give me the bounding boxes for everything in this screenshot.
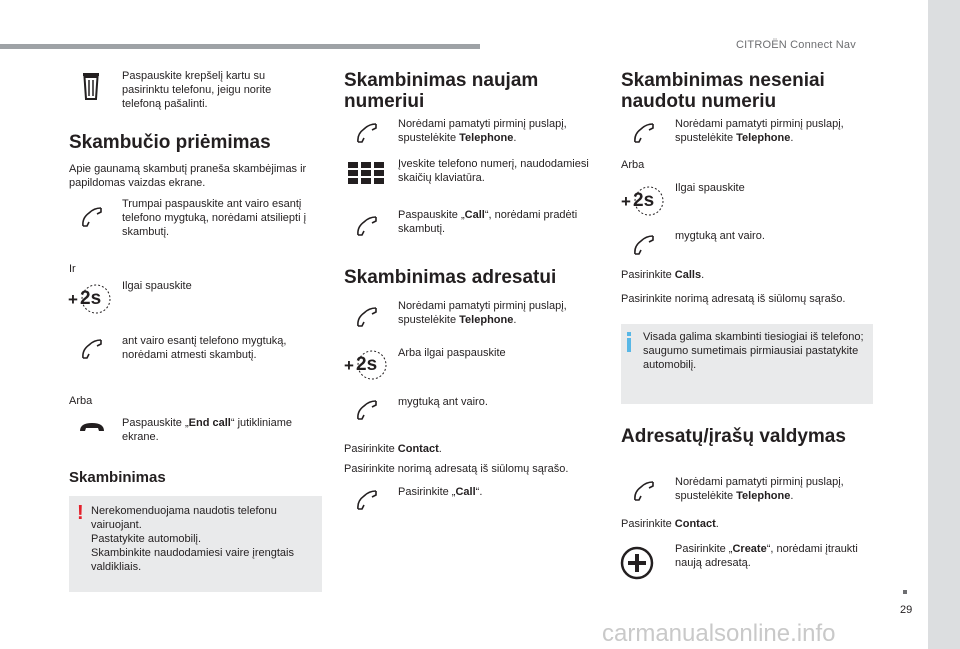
recent-open-telephone: Norėdami pamatyti pirminį puslapį, spustelėkite Telephone.	[675, 118, 844, 144]
warning-icon: !	[77, 502, 84, 524]
phone-icon	[355, 214, 379, 238]
create-instruction: Pasirinkite „Create“, norėdami įtraukti naują adresatą.	[675, 543, 858, 569]
hold-badge: 2s	[633, 190, 655, 211]
trash-icon	[82, 72, 100, 100]
section-title-calling: Skambinimas	[69, 469, 166, 486]
info-icon-dot	[627, 332, 631, 336]
brand-header: CITROËN Connect Nav	[736, 39, 856, 51]
hold-2s-icon	[66, 283, 112, 315]
short-press-instruction: Trumpai paspauskite ant vairo esantį telefono mygtuką, norėdami atsiliepti į skambutį.	[122, 198, 307, 238]
phone-icon	[80, 337, 104, 361]
hang-up-icon	[78, 420, 106, 434]
keypad-icon	[348, 162, 384, 190]
section-marker	[903, 590, 907, 594]
phone-icon	[80, 205, 104, 229]
select-calls-text: Pasirinkite Calls.	[621, 269, 705, 281]
or-label-2: Arba	[69, 395, 93, 407]
press-call-instruction: Paspauskite „Call“, norėdami pradėti skambutį.	[398, 209, 578, 235]
section-title-recent: Skambinimas neseniai naudotu numeriu	[621, 70, 825, 112]
select-contact-text: Pasirinkite Contact.	[621, 518, 719, 530]
select-contact-text: Pasirinkite Contact.	[344, 443, 442, 455]
end-call-instruction: Paspauskite „End call“ jutikliniame ekrane.	[122, 417, 292, 443]
receive-intro: Apie gaunamą skambutį praneša skambėjimas ir papildomas vaizdas ekrane.	[69, 163, 307, 189]
hold-badge: 2s	[80, 288, 102, 309]
phone-icon	[632, 121, 656, 145]
info-text: Visada galima skambinti tiesiogiai iš telefono; saugumo sumetimais pirmiausiai pastatykite automobilį.	[643, 331, 864, 371]
contact-open-telephone: Norėdami pamatyti pirminį puslapį, spustelėkite Telephone.	[398, 300, 567, 326]
svg-text:+: +	[344, 356, 354, 375]
hold-label: Ilgai spauskite	[122, 280, 192, 292]
warning-box	[69, 496, 322, 592]
svg-text:+: +	[68, 290, 78, 309]
phone-icon	[355, 488, 379, 512]
page-number: 29	[900, 604, 913, 616]
page-side-band	[928, 0, 960, 649]
choose-call-text: Pasirinkite „Call“.	[398, 486, 483, 498]
svg-text:+: +	[621, 192, 631, 211]
info-icon-stem	[627, 338, 631, 352]
add-contact-icon	[620, 546, 654, 580]
hold-label: Ilgai spauskite	[675, 182, 745, 194]
reject-instruction: ant vairo esantį telefono mygtuką, norėdami atmesti skambutį.	[122, 335, 287, 361]
section-title-new-number: Skambinimas naujam numeriui	[344, 70, 539, 112]
hold-press-instruction: Arba ilgai paspauskite	[398, 347, 506, 359]
select-from-list-text: Pasirinkite norimą adresatą iš siūlomų sąrašo.	[621, 293, 846, 305]
phone-icon	[355, 398, 379, 422]
hold-badge: 2s	[356, 354, 378, 375]
section-title-receive: Skambučio priėmimas	[69, 132, 271, 153]
trash-instruction: Paspauskite krepšelį kartu su pasirinktu telefonu, jeigu norite telefoną pašalinti.	[122, 70, 272, 110]
steering-button-text: mygtuką ant vairo.	[398, 396, 488, 408]
watermark: carmanualsonline.info	[602, 620, 836, 647]
hold-2s-icon	[619, 185, 665, 217]
select-from-list-text: Pasirinkite norimą adresatą iš siūlomų sąrašo.	[344, 463, 569, 475]
phone-icon	[355, 121, 379, 145]
header-rule	[0, 44, 480, 49]
steering-button-text: mygtuką ant vairo.	[675, 230, 765, 242]
phone-icon	[632, 479, 656, 503]
warning-text: Nerekomenduojama naudotis telefonu vairuojant. Pastatykite automobilį. Skambinkite naudodamiesi vaire įrengtais valdikliais.	[91, 505, 294, 573]
phone-icon	[355, 305, 379, 329]
open-telephone-instruction: Norėdami pamatyti pirminį puslapį, spustelėkite Telephone.	[398, 118, 567, 144]
hold-2s-icon	[342, 349, 388, 381]
section-title-manage: Adresatų/įrašų valdymas	[621, 426, 846, 447]
section-title-contact: Skambinimas adresatui	[344, 267, 557, 288]
or-label-3: Arba	[621, 159, 645, 171]
end-call-label: End call	[188, 417, 231, 429]
phone-icon	[632, 233, 656, 257]
manage-open-telephone: Norėdami pamatyti pirminį puslapį, spustelėkite Telephone.	[675, 476, 844, 502]
info-box	[621, 324, 873, 404]
enter-number-instruction: Įveskite telefono numerį, naudodamiesi skaičių klaviatūra.	[398, 158, 589, 184]
or-label-1: Ir	[69, 263, 76, 275]
